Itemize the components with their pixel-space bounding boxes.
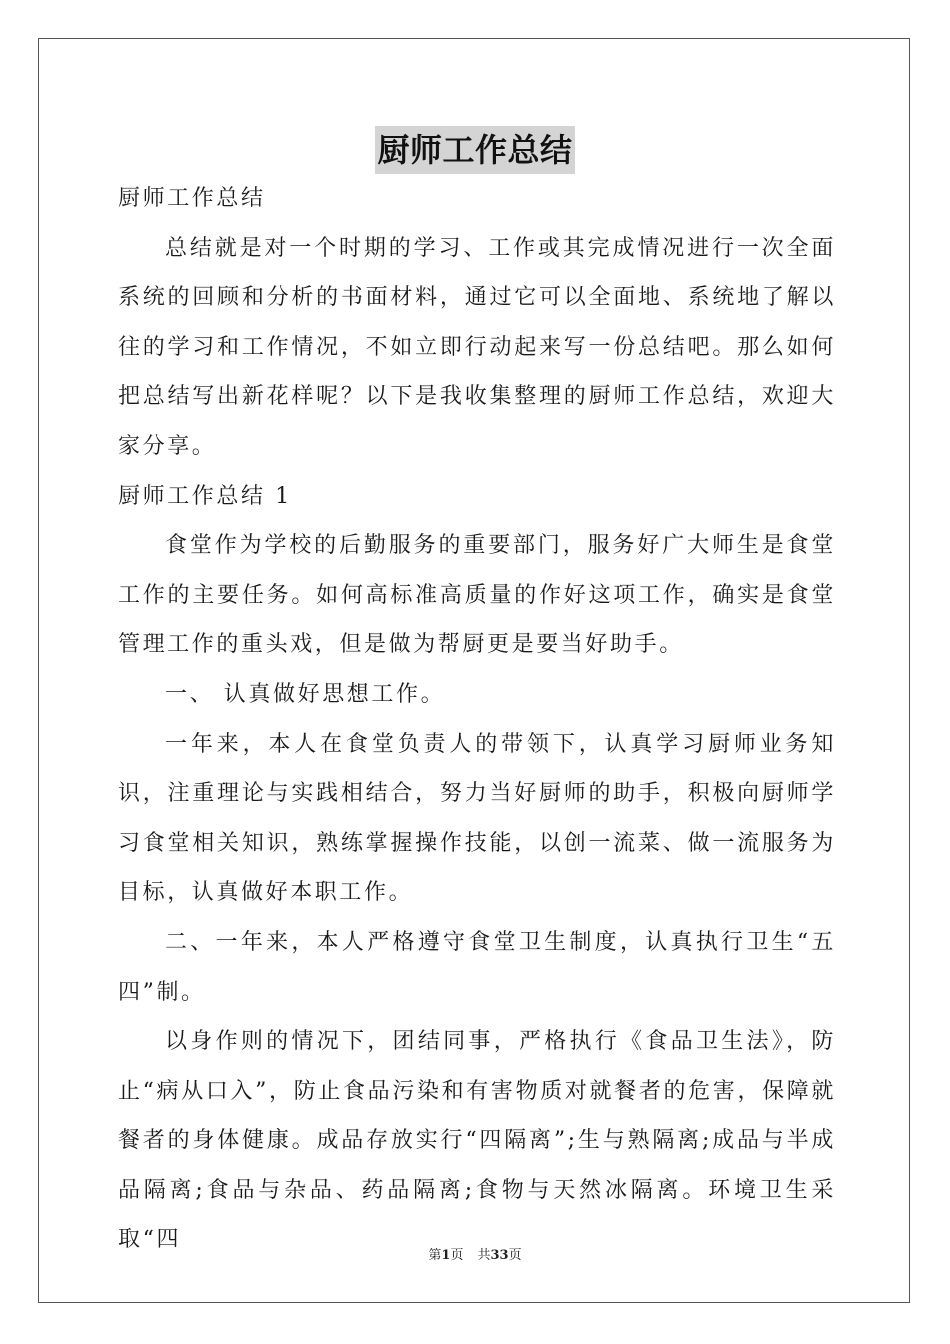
total-prefix: 共 bbox=[477, 1248, 491, 1263]
body-paragraph: 二、一年来，本人严格遵守食堂卫生制度，认真执行卫生“五四”制。 bbox=[118, 929, 836, 1005]
page-suffix: 页 bbox=[450, 1248, 464, 1263]
section-heading: 厨师工作总结 1 bbox=[118, 483, 292, 509]
body-paragraph: 一年来，本人在食堂负责人的带领下，认真学习厨师业务知识，注重理论与实践相结合，努力当好厨师的助手，积极向厨师学习食堂相关知识，熟练掌握操作技能，以创一流菜、做一流服务为目标，认真做好本职工作。 bbox=[118, 731, 836, 906]
document-title bbox=[0, 126, 950, 174]
body-paragraph: 以身作则的情况下，团结同事，严格执行《食品卫生法》，防止“病从口入”，防止食品污染和有害物质对就餐者的危害，保障就餐者的身体健康。成品存放实行“四隔离”;生与熟隔离;成品与半成品隔离;食品与杂品、药品隔离;食物与天然冰隔离。环境卫生采取“四 bbox=[118, 1029, 836, 1253]
page-footer bbox=[0, 1246, 950, 1266]
body-paragraph: 食堂作为学校的后勤服务的重要部门，服务好广大师生是食堂工作的主要任务。如何高标准高质量的作好这项工作，确实是食堂管理工作的重头戏，但是做为帮厨更是要当好助手。 bbox=[118, 533, 836, 658]
document-title-text: 厨师工作总结 bbox=[375, 126, 574, 174]
intro-paragraph: 总结就是对一个时期的学习、工作或其完成情况进行一次全面系统的回顾和分析的书面材料，通过它可以全面地、系统地了解以往的学习和工作情况，不如立即行动起来写一份总结吧。那么如何把总结写出新花样呢？以下是我收集整理的厨师工作总结，欢迎大家分享。 bbox=[118, 235, 836, 459]
document-body bbox=[118, 174, 836, 1265]
total-suffix: 页 bbox=[508, 1248, 522, 1263]
page-prefix: 第 bbox=[428, 1248, 442, 1263]
page-number: 1 bbox=[441, 1248, 451, 1263]
total-pages: 33 bbox=[490, 1248, 509, 1263]
section-heading: 厨师工作总结 bbox=[118, 186, 266, 211]
subheading-paragraph: 一、 认真做好思想工作。 bbox=[165, 681, 446, 707]
